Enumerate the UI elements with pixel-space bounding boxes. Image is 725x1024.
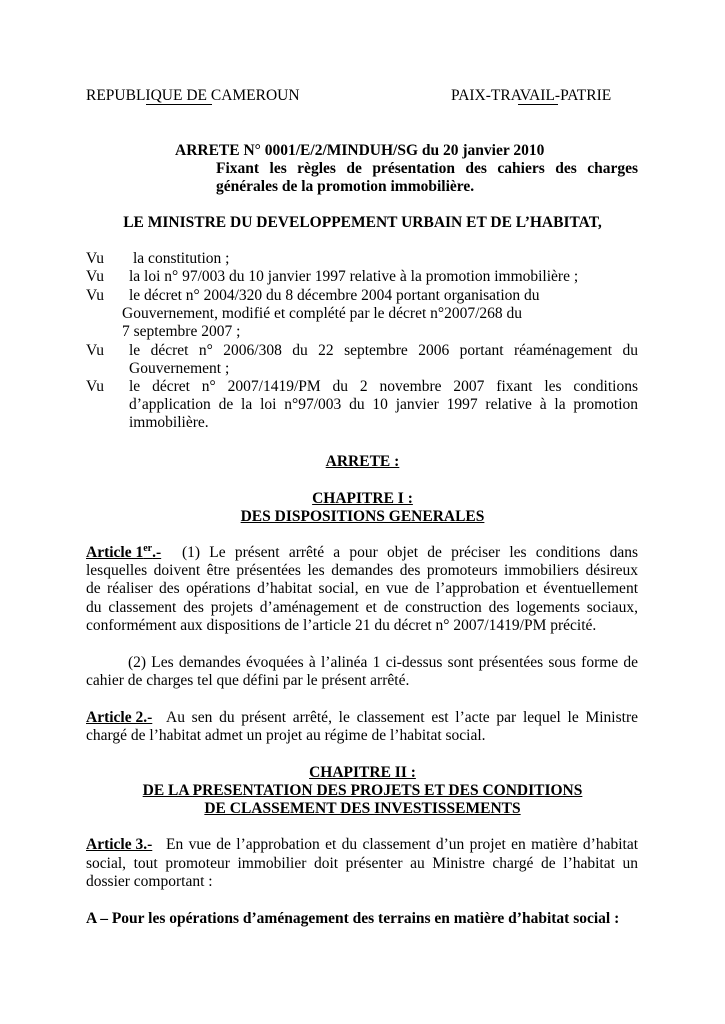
vu-label: Vu [86,287,105,304]
visa-1: la constitution ; [133,250,230,267]
arrete-number: ARRETE N° 0001/E/2/MINDUH/SG du 20 janvier 2010 [175,142,545,159]
section-a-heading: A – Pour les opérations d’aménagement des terrains en matière d’habitat social : [86,910,620,927]
visa-5-line3: immobilière. [129,414,209,431]
visa-5-line2: d’application de la loi n°97/003 du 10 janvier 1997 relative à la promotion [129,396,638,413]
vu-label: Vu [86,342,105,359]
vu-label: Vu [86,378,105,395]
chapter-2-title: CHAPITRE II : [309,764,416,781]
chapter-2-subtitle-2: DE CLASSEMENT DES INVESTISSEMENTS [204,800,521,817]
arrete-heading: ARRETE : [325,453,400,470]
arrete-subject-line2: générales de la promotion immobilière. [216,178,475,195]
minister-title: LE MINISTRE DU DEVELOPPEMENT URBAIN ET DE L’HABITAT, [123,214,602,231]
article-1-para2-line1: (2) Les demandes évoquées à l’alinéa 1 ci-dessus sont présentées sous forme de [128,654,638,671]
visa-3-line2: Gouvernement, modifié et complété par le décret n°2007/268 du [122,305,523,322]
article-3-line2: social, tout promoteur immobilier doit présenter au Ministre chargé de l’habitat un [86,855,638,872]
article-3-label: Article 3.- [86,836,153,853]
vu-label: Vu [86,250,105,267]
visa-5-line1: le décret n° 2007/1419/PM du 2 novembre 2007 fixant les conditions [129,378,638,395]
header-republic: REPUBLIQUE DE CAMEROUN [86,87,300,104]
article-1-line5: conformément aux dispositions de l’article 21 du décret n° 2007/1419/PM précité. [86,617,597,634]
chapter-1-subtitle: DES DISPOSITIONS GENERALES [240,508,485,525]
article-2-line1: Article 2.- Au sen du présent arrêté, le classement est l’acte par lequel le Ministre [86,709,638,726]
article-1-line1: Article 1er.- (1) Le présent arrêté a pour objet de préciser les conditions dans [86,542,638,561]
article-1-para2-line2: cahier de charges tel que défini par le présent arrêté. [86,672,410,689]
article-1-label: Article 1er.- [86,542,162,561]
arrete-subject-line1: Fixant les règles de présentation des cahiers des charges [216,160,638,177]
article-1-line2: lesquelles doivent être présentées les demandes des promoteurs immobiliers désireux [86,562,638,579]
article-2-line2: chargé de l’habitat admet un projet au régime de l’habitat social. [86,727,486,744]
visa-3-line3: 7 septembre 2007 ; [122,323,241,340]
visa-4-line2: Gouvernement ; [129,360,230,377]
chapter-2-subtitle-1: DE LA PRESENTATION DES PROJETS ET DES CONDITIONS [142,782,583,799]
visa-3-line1: le décret n° 2004/320 du 8 décembre 2004 portant organisation du [129,287,540,304]
article-3-line3: dossier comportant : [86,873,213,890]
header-underline-left [146,104,212,105]
article-1-line4: du classement des projets d’aménagement et de construction des logements sociaux, [86,599,638,616]
article-3-line1: Article 3.- En vue de l’approbation et du classement d’un projet en matière d’habitat [86,836,638,853]
article-2-label: Article 2.- [86,709,153,726]
visa-2: la loi n° 97/003 du 10 janvier 1997 relative à la promotion immobilière ; [129,268,579,285]
article-1-line3: de réaliser des opérations d’habitat social, en vue de l’approbation et éventuellement [86,580,638,597]
header-underline-right [518,104,558,105]
visa-4-line1: le décret n° 2006/308 du 22 septembre 2006 portant réaménagement du [129,342,638,359]
chapter-1-title: CHAPITRE I : [312,490,413,507]
header-motto: PAIX-TRAVAIL-PATRIE [451,87,612,104]
vu-label: Vu [86,268,105,285]
